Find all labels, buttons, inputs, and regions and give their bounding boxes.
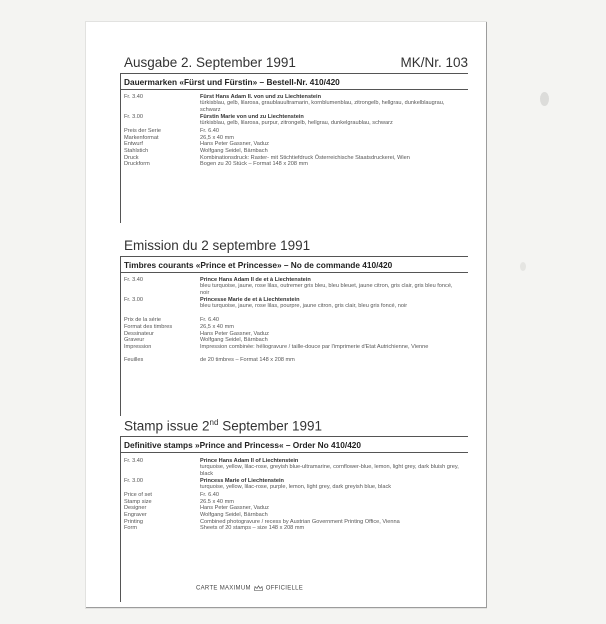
detail-label: Entwurf bbox=[124, 141, 143, 148]
section-subtitle: Dauermarken «Fürst und Fürstin» – Bestell-Nr. 410/420 bbox=[124, 77, 340, 87]
detail-title: Princess Marie of Liechtenstein bbox=[200, 478, 284, 485]
detail-text: Bogen zu 20 Stück – Format 148 x 208 mm bbox=[200, 161, 308, 168]
detail-label: Druckform bbox=[124, 161, 150, 168]
detail-value bbox=[200, 337, 462, 343]
detail-title: Fürst Hans Adam II. von und zu Liechtenstein bbox=[200, 94, 322, 100]
detail-value bbox=[200, 478, 462, 491]
detail-text: bleu turquoise, jaune, rose lilas, outremer gris bleu, bleu bleuet, jaune citron, gris clair, gris bleu foncé, noir bbox=[200, 283, 453, 296]
detail-title: Prince Hans Adam II de et à Liechtenstein bbox=[200, 277, 311, 283]
detail-title: Prince Hans Adam II of Liechtenstein bbox=[200, 458, 299, 464]
detail-text: 26,5 x 40 mm bbox=[200, 323, 234, 330]
detail-text: Sheets of 20 stamps – size 148 x 208 mm bbox=[200, 525, 305, 532]
detail-text: turquoise, yellow, lilac-rose, purple, lemon, light grey, dark greyish blue, black bbox=[200, 484, 392, 491]
detail-value bbox=[200, 512, 462, 518]
detail-text: Fr. 6.40 bbox=[200, 317, 219, 324]
detail-value bbox=[200, 492, 462, 498]
detail-text: Hans Peter Gassner, Vaduz bbox=[200, 505, 269, 512]
detail-value bbox=[200, 317, 462, 323]
detail-value bbox=[200, 505, 462, 511]
detail-value bbox=[200, 297, 462, 310]
detail-value bbox=[200, 155, 462, 161]
subtitle-rule bbox=[120, 452, 468, 453]
detail-label: Price of set bbox=[124, 491, 152, 498]
detail-label: Fr. 3.40 bbox=[124, 277, 143, 283]
detail-label: Fr. 3.00 bbox=[124, 114, 143, 121]
heading-text: Emission du 2 septembre 1991 bbox=[124, 238, 311, 253]
detail-value bbox=[200, 148, 462, 154]
detail-title: Fürstin Marie von und zu Liechtenstein bbox=[200, 114, 304, 121]
detail-label: Stahlstich bbox=[124, 148, 149, 154]
detail-value bbox=[200, 324, 462, 330]
section-rule bbox=[120, 436, 468, 437]
detail-label: Dessinateur bbox=[124, 330, 154, 337]
detail-text: Hans Peter Gassner, Vaduz bbox=[200, 141, 269, 148]
detail-value bbox=[200, 458, 462, 477]
detail-value bbox=[200, 94, 462, 113]
card-edge-bottom bbox=[86, 607, 487, 608]
detail-text: Wolfgang Seidel, Bärnbach bbox=[200, 337, 268, 344]
paper-stain bbox=[540, 92, 549, 106]
section-subtitle: Timbres courants «Prince et Princesse» – No de commande 410/420 bbox=[124, 260, 393, 270]
footer-left-text: CARTE MAXIMUM bbox=[196, 585, 251, 592]
detail-value bbox=[200, 135, 462, 141]
detail-label: Feuilles bbox=[124, 357, 144, 363]
section-rule bbox=[120, 73, 468, 74]
detail-text: Wolfgang Seidel, Bärnbach bbox=[200, 148, 268, 154]
section-subtitle: Definitive stamps »Prince and Princess« – Order No 410/420 bbox=[124, 440, 362, 450]
detail-value bbox=[200, 161, 462, 167]
detail-label: Format des timbres bbox=[124, 323, 173, 330]
section-border bbox=[120, 436, 121, 602]
detail-value bbox=[200, 519, 462, 525]
subtitle-rule bbox=[120, 89, 468, 90]
detail-label: Graveur bbox=[124, 337, 145, 344]
detail-label: Fr. 3.00 bbox=[124, 297, 143, 304]
section-heading bbox=[124, 238, 468, 253]
detail-value bbox=[200, 499, 462, 505]
detail-text: Fr. 6.40 bbox=[200, 127, 219, 134]
card-edge-right bbox=[486, 22, 487, 608]
detail-label: Markenformat bbox=[124, 134, 159, 141]
detail-value bbox=[200, 114, 462, 127]
section-heading bbox=[124, 418, 468, 434]
detail-value bbox=[200, 128, 462, 134]
footer-right-text: OFFICIELLE bbox=[265, 585, 304, 592]
detail-label: Fr. 3.40 bbox=[124, 458, 143, 464]
detail-value bbox=[200, 277, 462, 296]
section-heading bbox=[124, 55, 468, 70]
detail-label: Fr. 3.00 bbox=[124, 478, 143, 485]
footer-imprint bbox=[196, 585, 303, 592]
detail-text: Fr. 6.40 bbox=[200, 491, 219, 498]
detail-label: Fr. 3.40 bbox=[124, 94, 143, 100]
detail-value bbox=[200, 331, 462, 337]
detail-text: Combined photogravure / recess by Austrian Government Printing Office, Vienna bbox=[200, 518, 400, 525]
section-rule bbox=[120, 256, 468, 257]
paper-stain bbox=[520, 262, 526, 271]
detail-text: bleu turquoise, jaune, rose lilas, pourpre, jaune citron, gris clair, bleu gris foncé, noir bbox=[200, 303, 408, 310]
detail-label: Form bbox=[124, 525, 138, 532]
detail-text: türkisblau, gelb, lilarosa, purpur, zitrongelb, hellgrau, dunkelgraublau, schwarz bbox=[200, 120, 393, 127]
detail-text: 26,5 x 40 mm bbox=[200, 134, 234, 141]
detail-label: Designer bbox=[124, 505, 147, 512]
detail-label: Druck bbox=[124, 154, 139, 161]
detail-title: Princesse Marie de et à Liechtenstein bbox=[200, 297, 300, 304]
detail-text: Impression combinée: héliogravure / taille-douce par l'imprimerie d'Etat Autrichienne, Vienne bbox=[200, 344, 429, 350]
detail-value bbox=[200, 525, 462, 531]
detail-text: 26.5 x 40 mm bbox=[200, 498, 234, 505]
detail-text: Kombinationsdruck: Raster- mit Stichtiefdruck Österreichische Staatsdruckerei, Wien bbox=[200, 154, 410, 161]
section-border bbox=[120, 73, 121, 223]
crown-logo-icon bbox=[254, 585, 263, 591]
detail-label: Stamp size bbox=[124, 498, 152, 505]
detail-label: Impression bbox=[124, 344, 152, 350]
heading-text: Stamp issue 2 bbox=[124, 418, 210, 434]
detail-label: Printing bbox=[124, 518, 143, 525]
heading-superscript: nd bbox=[209, 418, 219, 427]
detail-value bbox=[200, 357, 462, 363]
detail-text: türkisblau, gelb, lilarosa, graublauultramarin, kornblumenblau, zitrongelb, hellgrau, dunkelblaugrau, schwarz bbox=[200, 100, 445, 113]
info-card bbox=[86, 22, 486, 608]
detail-text: de 20 timbres – Format 148 x 208 mm bbox=[200, 357, 295, 363]
detail-value bbox=[200, 141, 462, 147]
detail-value bbox=[200, 344, 462, 350]
detail-text: turquoise, yellow, lilac-rose, greyish blue-ultramarine, cornflower-blue, lemon, light grey, dark bluish grey, black bbox=[200, 464, 459, 477]
detail-label: Engraver bbox=[124, 512, 147, 518]
heading-text: Ausgabe 2. September 1991 bbox=[124, 55, 296, 70]
section-border bbox=[120, 256, 121, 416]
detail-label: Prix de la série bbox=[124, 317, 161, 324]
detail-text: Wolfgang Seidel, Bärnbach bbox=[200, 512, 268, 518]
heading-tail: September 1991 bbox=[218, 418, 323, 434]
detail-label: Preis der Serie bbox=[124, 127, 161, 134]
subtitle-rule bbox=[120, 272, 468, 273]
detail-text: Hans Peter Gassner, Vaduz bbox=[200, 330, 269, 337]
reference-number: MK/Nr. 103 bbox=[400, 55, 468, 70]
